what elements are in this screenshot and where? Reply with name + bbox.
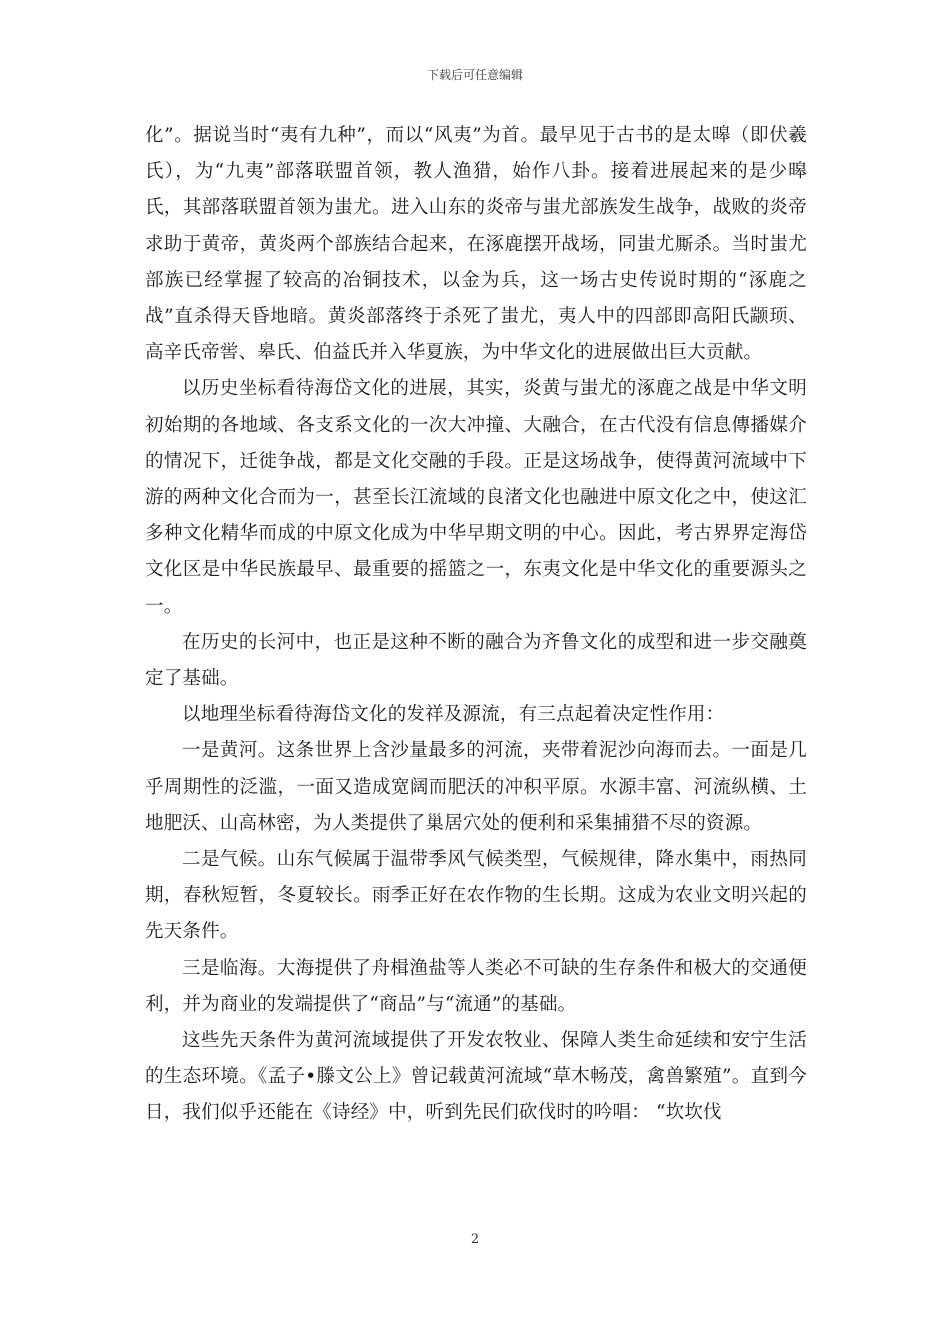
paragraph-7: 三是临海。大海提供了舟楫渔盐等人类必不可缺的生存条件和极大的交通便利，并为商业的发端提供了“商品”与“流通”的基础。 [145, 957, 807, 1015]
paragraph-8: 这些先天条件为黄河流域提供了开发农牧业、保障人类生命延续和安宁生活的生态环境。《孟子•滕文公上》曾记载黄河流域“草木畅茂，禽兽繁殖”。直到今日，我们似乎还能在《诗经》中，听到先民们砍伐时的吟唱： “坎坎伐 [145, 1030, 807, 1124]
page-number: 2 [470, 1232, 480, 1247]
paragraph-4: 以地理坐标看待海岱文化的发祥及源流，有三点起着决定性作用： [182, 704, 725, 726]
paragraph-5: 一是黄河。这条世界上含沙量最多的河流，夹带着泥沙向海而去。一面是几乎周期性的泛滥，一面又造成宽阔而肥沃的冲积平原。水源丰富、河流纵横、土地肥沃、山高林密，为人类提供了巢居穴处的便利和采集捕猎不尽的资源。 [145, 740, 807, 834]
paragraph-3: 在历史的长河中，也正是这种不断的融合为齐鲁文化的成型和进一步交融奠定了基础。 [145, 631, 807, 690]
paragraph-2: 以历史坐标看待海岱文化的进展，其实，炎黄与蚩尤的涿鹿之战是中华文明初始期的各地域、各支系文化的一次大冲撞、大融合，在古代没有信息傳播媒介的情况下，迁徙争战，都是文化交融的手段。正是这场战争，使得黄河流域中下游的两种文化合而为一，甚至长江流域的良渚文化也融进中原文化之中，使这汇多种文化精华而成的中原文化成为中华早期文明的中心。因此，考古界界定海岱文化区是中华民族最早、最重要的摇篮之一，东夷文化是中华文化的重要源头之一。 [145, 378, 807, 617]
paragraph-6: 二是气候。山东气候属于温带季风气候类型，气候规律，降水集中，雨热同期，春秋短暂，冬夏较长。雨季正好在农作物的生长期。这成为农业文明兴起的先天条件。 [145, 849, 807, 943]
document-body [145, 118, 807, 1132]
paragraph-1: 化”。据说当时“夷有九种”，而以“风夷”为首。最早见于古书的是太暤（即伏羲氏），为“九夷”部落联盟首领，教人渔猎，始作八卦。接着进展起来的是少暤氏，其部落联盟首领为蚩尤。进入山东的炎帝与蚩尤部族发生战争，战败的炎帝求助于黄帝，黄炎两个部族结合起来，在涿鹿摆开战场，同蚩尤厮杀。当时蚩尤部族已经掌握了较高的冶铜技术，以金为兵，这一场古史传说时期的“涿鹿之战”直杀得天昏地暗。黄炎部落终于杀死了蚩尤，夷人中的四部即高阳氏颛顼、高辛氏帝喾、皋氏、伯益氏并入华夏族，为中华文化的进展做出巨大贡献。 [145, 125, 807, 364]
page-header: 下载后可任意编辑 [426, 68, 523, 82]
